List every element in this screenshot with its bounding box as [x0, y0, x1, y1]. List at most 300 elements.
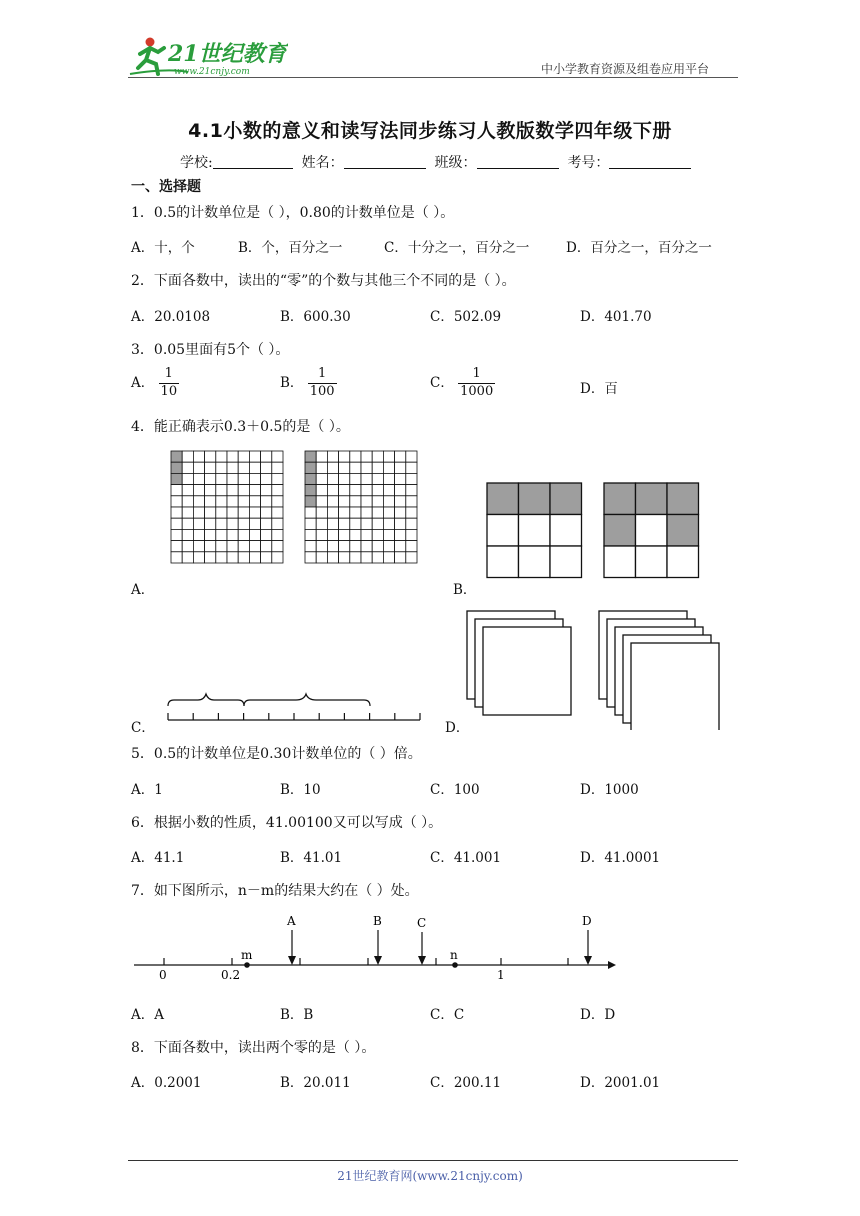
q5-option-d[interactable]: D．1000 — [580, 782, 639, 798]
q6-option-c[interactable]: C．41.001 — [430, 850, 502, 866]
stack-left-square — [483, 627, 571, 715]
hundred-grid-right-cell — [361, 451, 372, 462]
tick-label-1: 1 — [497, 968, 505, 982]
brace-right — [244, 694, 370, 706]
q7-option-d[interactable]: D．D — [580, 1007, 616, 1023]
nine-grid-right-cell — [667, 546, 699, 578]
hundred-grid-left-cell — [171, 496, 182, 507]
footer-link[interactable]: 21世纪教育网(www.21cnjy.com) — [337, 1169, 523, 1183]
q4-option-d[interactable]: D． — [445, 720, 470, 736]
hundred-grid-right-cell — [383, 529, 394, 540]
hundred-grid-left-cell — [216, 485, 227, 496]
q3-c-numerator: 1 — [458, 366, 495, 384]
hundred-grid-right-cell — [383, 518, 394, 529]
hundred-grid-right-cell — [406, 529, 417, 540]
nine-grid-left-cell — [519, 515, 551, 547]
hundred-grid-right-cell — [350, 451, 361, 462]
arrow-label-C: C — [417, 916, 427, 930]
q3-b-numerator: 1 — [308, 366, 337, 384]
hundred-grid-right-cell — [339, 507, 350, 518]
hundred-grid-left-cell — [227, 518, 238, 529]
hundred-grid-right-cell — [305, 529, 316, 540]
hundred-grid-left-cell — [238, 462, 249, 473]
arrow-label-A: A — [287, 914, 296, 928]
hundred-grid-right-cell — [339, 518, 350, 529]
hundred-grid-right-cell — [316, 552, 327, 563]
hundred-grid-right-cell — [350, 473, 361, 484]
hundred-grid-right-cell — [395, 552, 406, 563]
hundred-grid-right-cell — [395, 541, 406, 552]
q6-option-d[interactable]: D．41.0001 — [580, 850, 661, 866]
q4-b-nine-grids — [486, 482, 701, 580]
hundred-grid-right-cell — [372, 473, 383, 484]
hundred-grid-left-cell — [261, 485, 272, 496]
hundred-grid-right-cell — [361, 518, 372, 529]
hundred-grid-left — [171, 451, 283, 563]
hundred-grid-left-cell — [227, 507, 238, 518]
hundred-grid-right-cell — [305, 473, 316, 484]
hundred-grid-left-cell — [238, 473, 249, 484]
hundred-grid-left-cell — [249, 507, 260, 518]
hundred-grid-right-cell — [372, 507, 383, 518]
hundred-grid-right-cell — [383, 507, 394, 518]
hundred-grid-left-cell — [193, 552, 204, 563]
hundred-grid-right-cell — [350, 529, 361, 540]
q4-d-stacked-squares — [464, 608, 729, 730]
arrow-D — [582, 914, 592, 965]
hundred-grid-left-cell — [249, 451, 260, 462]
hundred-grid-left-cell — [249, 462, 260, 473]
hundred-grid-left-cell — [249, 518, 260, 529]
hundred-grid-right-cell — [383, 473, 394, 484]
hundred-grid-left-cell — [272, 507, 283, 518]
hundred-grid-left-cell — [216, 473, 227, 484]
stack-of-5-squares — [599, 611, 719, 730]
hundred-grid-right-cell — [395, 507, 406, 518]
hundred-grid-left-cell — [171, 518, 182, 529]
hundred-grid-left-cell — [227, 485, 238, 496]
q8-option-d[interactable]: D．2001.01 — [580, 1075, 661, 1091]
hundred-grid-right-cell — [406, 552, 417, 563]
q5-option-c[interactable]: C．100 — [430, 782, 480, 798]
q4-option-c[interactable]: C． — [131, 720, 155, 736]
q3-a-fraction — [159, 366, 180, 401]
nine-grid-right-cell — [604, 515, 636, 547]
hundred-grid-left-cell — [249, 541, 260, 552]
section-heading: 一、选择题 — [131, 179, 201, 195]
hundred-grid-left-cell — [205, 552, 216, 563]
hundred-grid-left-cell — [193, 462, 204, 473]
hundred-grid-right-cell — [406, 485, 417, 496]
q1-option-d[interactable]: D．百分之一，百分之一 — [566, 240, 712, 256]
hundred-grid-left-cell — [216, 451, 227, 462]
hundred-grid-right-cell — [305, 496, 316, 507]
q8-option-a[interactable]: A．0.2001 — [131, 1075, 202, 1091]
hundred-grid-left-cell — [205, 485, 216, 496]
hundred-grid-right-cell — [406, 496, 417, 507]
q2-option-a[interactable]: A．20.0108 — [131, 309, 211, 325]
hundred-grid-right-cell — [305, 485, 316, 496]
hundred-grid-right-cell — [372, 552, 383, 563]
hundred-grid-left-cell — [171, 552, 182, 563]
q6-option-a[interactable]: A．41.1 — [131, 850, 185, 866]
hundred-grid-left-cell — [261, 462, 272, 473]
hundred-grid-left-cell — [261, 552, 272, 563]
hundred-grid-right-cell — [327, 552, 338, 563]
footer-divider — [128, 1160, 738, 1161]
hundred-grid-left-cell — [193, 507, 204, 518]
hundred-grid-left-cell — [193, 473, 204, 484]
q3-a-denominator: 10 — [160, 383, 178, 399]
hundred-grid-left-cell — [193, 451, 204, 462]
q7-option-a[interactable]: A．A — [131, 1007, 164, 1023]
q5-option-b[interactable]: B．10 — [280, 782, 321, 798]
hundred-grid-left-cell — [216, 518, 227, 529]
class-label: 班级： — [434, 155, 477, 171]
hundred-grid-right-cell — [339, 496, 350, 507]
q3-option-c[interactable] — [430, 366, 495, 401]
hundred-grid-left-cell — [182, 541, 193, 552]
hundred-grid-right-cell — [361, 552, 372, 563]
hundred-grid-left-cell — [182, 462, 193, 473]
q4-a-hundred-grids — [170, 450, 420, 584]
hundred-grid-left-cell — [182, 507, 193, 518]
hundred-grid-right-cell — [372, 541, 383, 552]
nine-grid-left-cell — [550, 483, 582, 515]
hundred-grid-right-cell — [383, 541, 394, 552]
exam-no-field[interactable] — [609, 154, 691, 169]
hundred-grid-left-cell — [205, 451, 216, 462]
hundred-grid-right-cell — [327, 462, 338, 473]
header-platform-text: 中小学教育资源及组卷应用平台 — [541, 62, 710, 76]
hundred-grid-right-cell — [339, 541, 350, 552]
hundred-grid-left-cell — [227, 529, 238, 540]
q3-stem: 3．0.05里面有5个（ ）。 — [131, 342, 290, 358]
hundred-grid-left-cell — [182, 529, 193, 540]
nine-grid-left-cell — [487, 515, 519, 547]
hundred-grid-right-cell — [406, 518, 417, 529]
hundred-grid-right — [305, 451, 417, 563]
q1-stem: 1．0.5的计数单位是（ ），0.80的计数单位是（ ）。 — [131, 205, 455, 221]
q3-b-fraction — [308, 366, 337, 401]
hundred-grid-left-cell — [182, 518, 193, 529]
q3-b-denominator: 100 — [309, 383, 335, 399]
q3-c-denominator: 1000 — [460, 383, 494, 399]
hundred-grid-right-cell — [395, 485, 406, 496]
hundred-grid-left-cell — [227, 462, 238, 473]
q3-a-numerator: 1 — [159, 366, 180, 384]
hundred-grid-left-cell — [182, 552, 193, 563]
q2-option-c[interactable]: C．502.09 — [430, 309, 502, 325]
hundred-grid-right-cell — [383, 496, 394, 507]
header-divider — [128, 77, 738, 78]
hundred-grid-right-cell — [305, 541, 316, 552]
axis-arrow — [608, 961, 616, 969]
stack-right-square — [631, 643, 719, 730]
nine-grid-right — [604, 483, 699, 578]
arrow-C — [417, 916, 426, 965]
hundred-grid-right-cell — [383, 462, 394, 473]
q5-stem: 5．0.5的计数单位是0.30计数单位的（ ）倍。 — [131, 746, 422, 762]
point-m — [244, 962, 250, 968]
hundred-grid-right-cell — [327, 507, 338, 518]
q3-a-prefix: A． — [131, 374, 155, 391]
q3-b-prefix: B． — [280, 374, 304, 391]
nine-grid-left-cell — [487, 546, 519, 578]
hundred-grid-right-cell — [305, 552, 316, 563]
hundred-grid-right-cell — [395, 518, 406, 529]
nine-grid-left-cell — [487, 483, 519, 515]
hundred-grid-left-cell — [249, 552, 260, 563]
hundred-grid-right-cell — [327, 473, 338, 484]
hundred-grid-right-cell — [327, 485, 338, 496]
nine-grid-right-cell — [636, 483, 668, 515]
hundred-grid-left-cell — [171, 541, 182, 552]
hundred-grid-right-cell — [316, 518, 327, 529]
nine-grid-right-cell — [636, 515, 668, 547]
hundred-grid-right-cell — [361, 485, 372, 496]
hundred-grid-right-cell — [361, 507, 372, 518]
class-field[interactable] — [477, 154, 559, 169]
page-title: 4.1小数的意义和读写法同步练习人教版数学四年级下册 — [188, 120, 672, 142]
hundred-grid-left-cell — [238, 485, 249, 496]
hundred-grid-right-cell — [305, 462, 316, 473]
hundred-grid-right-cell — [361, 496, 372, 507]
student-info-line — [180, 152, 691, 172]
logo-url: www.21cnjy.com — [174, 67, 250, 77]
nine-grid-right-cell — [667, 483, 699, 515]
hundred-grid-right-cell — [361, 473, 372, 484]
hundred-grid-left-cell — [227, 552, 238, 563]
school-field[interactable] — [213, 154, 293, 169]
hundred-grid-right-cell — [383, 485, 394, 496]
hundred-grid-left-cell — [193, 518, 204, 529]
hundred-grid-left-cell — [249, 529, 260, 540]
hundred-grid-right-cell — [305, 507, 316, 518]
hundred-grid-right-cell — [350, 507, 361, 518]
hundred-grid-right-cell — [316, 496, 327, 507]
tick-label-0.2: 0.2 — [221, 968, 241, 982]
hundred-grid-left-cell — [193, 529, 204, 540]
hundred-grid-right-cell — [361, 462, 372, 473]
hundred-grid-right-cell — [305, 451, 316, 462]
hundred-grid-left-cell — [238, 496, 249, 507]
q8-stem: 8．下面各数中，读出两个零的是（ ）。 — [131, 1040, 376, 1056]
hundred-grid-right-cell — [372, 496, 383, 507]
q6-stem: 6．根据小数的性质，41.00100又可以写成（ ）。 — [131, 815, 443, 831]
hundred-grid-right-cell — [372, 529, 383, 540]
q7-stem: 7．如下图所示，n－m的结果大约在（ ）处。 — [131, 883, 419, 899]
hundred-grid-right-cell — [372, 451, 383, 462]
hundred-grid-left-cell — [238, 529, 249, 540]
hundred-grid-left-cell — [205, 529, 216, 540]
hundred-grid-right-cell — [406, 462, 417, 473]
hundred-grid-right-cell — [372, 518, 383, 529]
hundred-grid-left-cell — [227, 541, 238, 552]
q4-stem: 4．能正确表示0.3＋0.5的是（ ）。 — [131, 419, 350, 435]
hundred-grid-left-cell — [216, 462, 227, 473]
hundred-grid-right-cell — [316, 529, 327, 540]
nine-grid-right-cell — [636, 546, 668, 578]
hundred-grid-left-cell — [261, 451, 272, 462]
q5-option-a[interactable]: A．1 — [131, 782, 163, 798]
hundred-grid-right-cell — [372, 462, 383, 473]
hundred-grid-left-cell — [216, 541, 227, 552]
hundred-grid-left-cell — [261, 507, 272, 518]
tick-label-0: 0 — [159, 968, 167, 982]
hundred-grid-left-cell — [272, 473, 283, 484]
hundred-grid-left-cell — [272, 529, 283, 540]
hundred-grid-left-cell — [261, 529, 272, 540]
hundred-grid-left-cell — [182, 473, 193, 484]
nine-grid-left-cell — [550, 515, 582, 547]
name-label: 姓名： — [301, 155, 344, 171]
nine-grid-right-cell — [604, 546, 636, 578]
hundred-grid-left-cell — [272, 451, 283, 462]
hundred-grid-right-cell — [305, 518, 316, 529]
hundred-grid-right-cell — [327, 518, 338, 529]
brace-left — [168, 694, 244, 706]
q4-option-b[interactable]: B． — [453, 582, 477, 598]
hundred-grid-right-cell — [327, 451, 338, 462]
arrow-B — [373, 914, 382, 965]
hundred-grid-left-cell — [238, 552, 249, 563]
logo-text: 21世纪教育 — [168, 41, 287, 67]
hundred-grid-right-cell — [395, 451, 406, 462]
hundred-grid-right-cell — [383, 552, 394, 563]
hundred-grid-left-cell — [249, 485, 260, 496]
hundred-grid-left-cell — [261, 541, 272, 552]
hundred-grid-right-cell — [395, 496, 406, 507]
hundred-grid-right-cell — [350, 541, 361, 552]
hundred-grid-left-cell — [261, 496, 272, 507]
hundred-grid-left-cell — [238, 541, 249, 552]
hundred-grid-left-cell — [205, 473, 216, 484]
hundred-grid-left-cell — [249, 473, 260, 484]
q3-c-fraction — [458, 366, 495, 401]
school-label: 学校: — [180, 155, 213, 171]
q7-option-c[interactable]: C．C — [430, 1007, 465, 1023]
hundred-grid-right-cell — [350, 552, 361, 563]
q4-c-segment-line — [160, 688, 425, 728]
hundred-grid-right-cell — [350, 496, 361, 507]
hundred-grid-right-cell — [339, 485, 350, 496]
arrow-label-D: D — [582, 914, 592, 928]
nine-grid-left — [487, 483, 582, 578]
q1-option-b[interactable]: B．个，百分之一 — [238, 240, 343, 256]
q8-option-c[interactable]: C．200.11 — [430, 1075, 502, 1091]
q2-option-b[interactable]: B．600.30 — [280, 309, 351, 325]
hundred-grid-left-cell — [261, 473, 272, 484]
hundred-grid-left-cell — [216, 552, 227, 563]
hundred-grid-right-cell — [316, 473, 327, 484]
hundred-grid-right-cell — [350, 462, 361, 473]
hundred-grid-left-cell — [249, 496, 260, 507]
point-n — [452, 962, 458, 968]
nine-grid-left-cell — [550, 546, 582, 578]
q6-option-b[interactable]: B．41.01 — [280, 850, 343, 866]
hundred-grid-left-cell — [272, 518, 283, 529]
name-field[interactable] — [344, 154, 426, 169]
hundred-grid-left-cell — [227, 473, 238, 484]
hundred-grid-left-cell — [272, 462, 283, 473]
hundred-grid-left-cell — [182, 451, 193, 462]
q3-option-d[interactable]: D．百 — [580, 381, 618, 397]
hundred-grid-left-cell — [171, 507, 182, 518]
q2-option-d[interactable]: D．401.70 — [580, 309, 652, 325]
hundred-grid-left-cell — [171, 462, 182, 473]
hundred-grid-left-cell — [227, 496, 238, 507]
q7-option-b[interactable]: B．B — [280, 1007, 314, 1023]
exam-no-label: 考号： — [567, 155, 610, 171]
hundred-grid-right-cell — [339, 462, 350, 473]
q1-option-a[interactable]: A．十，个 — [131, 240, 195, 256]
hundred-grid-left-cell — [182, 485, 193, 496]
q1-option-c[interactable]: C．十分之一，百分之一 — [384, 240, 530, 256]
hundred-grid-right-cell — [327, 541, 338, 552]
hundred-grid-right-cell — [316, 485, 327, 496]
hundred-grid-right-cell — [316, 541, 327, 552]
hundred-grid-left-cell — [171, 451, 182, 462]
hundred-grid-right-cell — [395, 529, 406, 540]
hundred-grid-right-cell — [316, 507, 327, 518]
q3-c-prefix: C． — [430, 374, 454, 391]
hundred-grid-left-cell — [171, 529, 182, 540]
hundred-grid-right-cell — [339, 451, 350, 462]
q7-number-line — [130, 908, 620, 984]
hundred-grid-right-cell — [395, 473, 406, 484]
hundred-grid-left-cell — [216, 529, 227, 540]
hundred-grid-right-cell — [316, 451, 327, 462]
q3-option-b[interactable] — [280, 366, 337, 401]
hundred-grid-left-cell — [238, 451, 249, 462]
hundred-grid-right-cell — [406, 451, 417, 462]
hundred-grid-left-cell — [272, 541, 283, 552]
hundred-grid-left-cell — [171, 485, 182, 496]
nine-grid-left-cell — [519, 546, 551, 578]
q4-option-a[interactable]: A． — [131, 582, 155, 598]
hundred-grid-left-cell — [272, 485, 283, 496]
hundred-grid-left-cell — [238, 507, 249, 518]
hundred-grid-right-cell — [406, 473, 417, 484]
hundred-grid-right-cell — [361, 529, 372, 540]
hundred-grid-left-cell — [193, 496, 204, 507]
hundred-grid-left-cell — [182, 496, 193, 507]
q8-option-b[interactable]: B．20.011 — [280, 1075, 351, 1091]
hundred-grid-right-cell — [350, 485, 361, 496]
hundred-grid-left-cell — [193, 485, 204, 496]
hundred-grid-right-cell — [339, 473, 350, 484]
hundred-grid-left-cell — [205, 518, 216, 529]
site-logo — [128, 34, 288, 78]
hundred-grid-right-cell — [383, 451, 394, 462]
hundred-grid-right-cell — [350, 518, 361, 529]
hundred-grid-right-cell — [316, 462, 327, 473]
hundred-grid-right-cell — [327, 496, 338, 507]
hundred-grid-right-cell — [406, 507, 417, 518]
hundred-grid-left-cell — [171, 473, 182, 484]
q3-option-a[interactable] — [131, 366, 179, 401]
hundred-grid-right-cell — [339, 552, 350, 563]
hundred-grid-right-cell — [361, 541, 372, 552]
hundred-grid-left-cell — [205, 496, 216, 507]
point-n-label: n — [450, 948, 458, 962]
nine-grid-right-cell — [604, 483, 636, 515]
nine-grid-right-cell — [667, 515, 699, 547]
stack-of-3-squares — [467, 611, 571, 715]
hundred-grid-left-cell — [193, 541, 204, 552]
hundred-grid-left-cell — [272, 496, 283, 507]
